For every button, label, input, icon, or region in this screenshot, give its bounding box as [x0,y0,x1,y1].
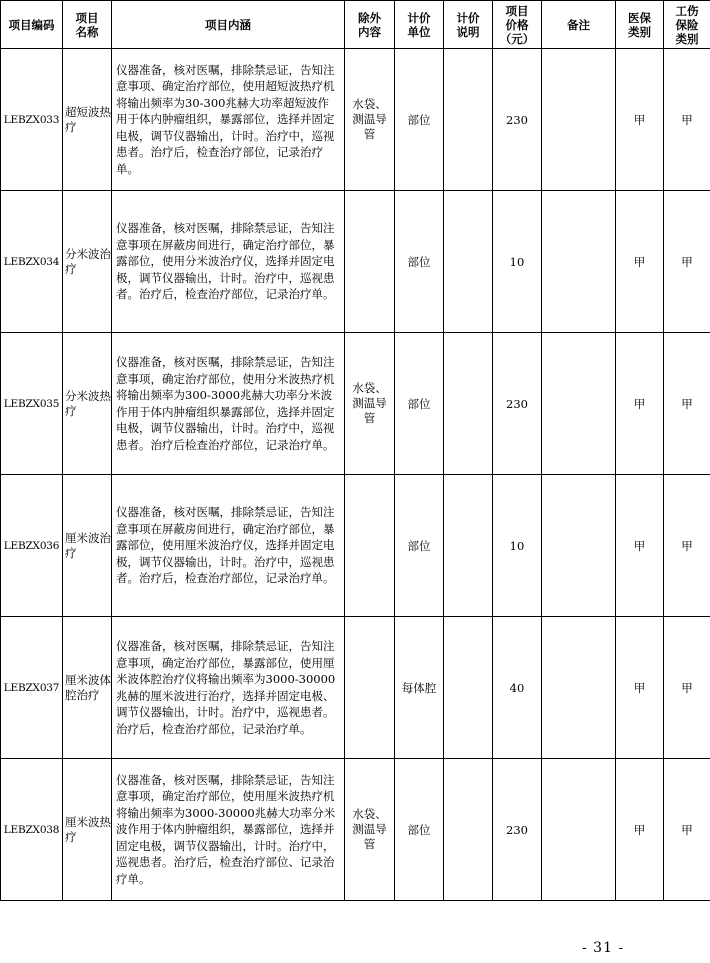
item-name: 厘米波体腔治疗 [63,617,112,759]
table-row [1,333,710,475]
item-excluded: 水袋、测温导管 [345,759,395,901]
table-row [1,191,710,333]
item-injury-insurance: 甲 [664,49,710,191]
header-excluded: 除外 内容 [345,1,395,49]
table-row [1,759,710,901]
item-content: 仪器准备，核对医嘱，排除禁忌证，告知注意事项在屏蔽房间进行，确定治疗部位，暴露部位，使用分米波治疗仪，选择并固定电极，调节仪器输出，计时。治疗中，巡视患者。治疗后，检查治疗部位，记录治疗单。 [112,191,345,333]
item-remarks [542,333,616,475]
item-price: 40 [493,617,542,759]
item-remarks [542,49,616,191]
item-medical-insurance: 甲 [616,617,664,759]
item-name: 超短波热疗 [63,49,112,191]
item-content: 仪器准备，核对医嘱，排除禁忌证，告知注意事项，确定治疗部位，暴露部位，使用厘米波体腔治疗仪将输出频率为3000-30000兆赫的厘米波进行治疗，选择并固定电极、调节仪器输出，计时。治疗中，巡视患者。治疗后，检查治疗部位，记录治疗单。 [112,617,345,759]
item-code: LEBZX033 [1,49,63,191]
item-injury-insurance: 甲 [664,617,710,759]
item-pricing-note [444,617,493,759]
header-price: 项目 价格 （元） [493,1,542,49]
item-unit: 部位 [395,333,444,475]
item-pricing-note [444,759,493,901]
item-medical-insurance: 甲 [616,333,664,475]
item-remarks [542,191,616,333]
item-remarks [542,759,616,901]
item-pricing-note [444,475,493,617]
item-excluded [345,191,395,333]
item-content: 仪器准备，核对医嘱，排除禁忌证，告知注意事项、确定治疗部位，使用超短波热疗机将输出频率为30-300兆赫大功率超短波作用于体内肿瘤组织，暴露部位，选择并固定电极，调节仪器输出，计时。治疗中，巡视患者。治疗后，检查治疗部位，记录治疗单。 [112,49,345,191]
item-remarks [542,617,616,759]
item-price: 230 [493,49,542,191]
item-pricing-note [444,333,493,475]
item-code: LEBZX035 [1,333,63,475]
item-medical-insurance: 甲 [616,49,664,191]
item-unit: 部位 [395,475,444,617]
item-content: 仪器准备，核对医嘱，排除禁忌证，告知注意事项，确定治疗部位，使用厘米波热疗机将输出频率为3000-30000兆赫大功率分米波作用于体内肿瘤组织，暴露部位，选择并固定电极，调节仪器输出，计时。治疗中，巡视患者。治疗后，检查治疗部位、记录治疗单。 [112,759,345,901]
item-pricing-note [444,191,493,333]
item-injury-insurance: 甲 [664,191,710,333]
header-remarks: 备注 [542,1,616,49]
header-content: 项目内涵 [112,1,345,49]
header-pricing-note: 计价 说明 [444,1,493,49]
item-code: LEBZX038 [1,759,63,901]
header-injury-insurance: 工伤 保险 类别 [664,1,710,49]
item-content: 仪器准备，核对医嘱，排除禁忌证，告知注意事项，确定治疗部位，使用分米波热疗机将输出频率为300-3000兆赫大功率分米波作用于体内肿瘤组织暴露部位，选择并固定电极，调节仪器输出，计时。治疗中，巡视患者。治疗后检查治疗部位，记录治疗单。 [112,333,345,475]
item-content: 仪器准备，核对医嘱，排除禁忌证，告知注意事项在屏蔽房间进行，确定治疗部位，暴露部位，使用厘米波治疗仪，选择并固定电极，调节仪器输出，计时。治疗中，巡视患者。治疗后，检查治疗部位，记录治疗单。 [112,475,345,617]
item-excluded: 水袋、测温导管 [345,49,395,191]
item-injury-insurance: 甲 [664,333,710,475]
header-medical-insurance: 医保 类别 [616,1,664,49]
item-code: LEBZX037 [1,617,63,759]
item-medical-insurance: 甲 [616,759,664,901]
item-price: 10 [493,475,542,617]
item-name: 厘米波治疗 [63,475,112,617]
item-price: 230 [493,759,542,901]
item-injury-insurance: 甲 [664,759,710,901]
item-remarks [542,475,616,617]
header-name: 项目 名称 [63,1,112,49]
item-excluded: 水袋、测温导管 [345,333,395,475]
item-excluded [345,475,395,617]
item-code: LEBZX034 [1,191,63,333]
item-unit: 部位 [395,759,444,901]
item-excluded [345,617,395,759]
item-injury-insurance: 甲 [664,475,710,617]
item-price: 230 [493,333,542,475]
page-number: - 31 - [582,940,625,956]
table-row [1,475,710,617]
table-row [1,49,710,191]
item-medical-insurance: 甲 [616,475,664,617]
header-unit: 计价 单位 [395,1,444,49]
header-row [1,1,710,49]
item-unit: 每体腔 [395,617,444,759]
item-pricing-note [444,49,493,191]
item-unit: 部位 [395,49,444,191]
table-row [1,617,710,759]
item-price: 10 [493,191,542,333]
item-name: 分米波热疗 [63,333,112,475]
item-unit: 部位 [395,191,444,333]
header-code: 项目编码 [1,1,63,49]
item-name: 分米波治疗 [63,191,112,333]
item-medical-insurance: 甲 [616,191,664,333]
item-code: LEBZX036 [1,475,63,617]
item-name: 厘米波热疗 [63,759,112,901]
